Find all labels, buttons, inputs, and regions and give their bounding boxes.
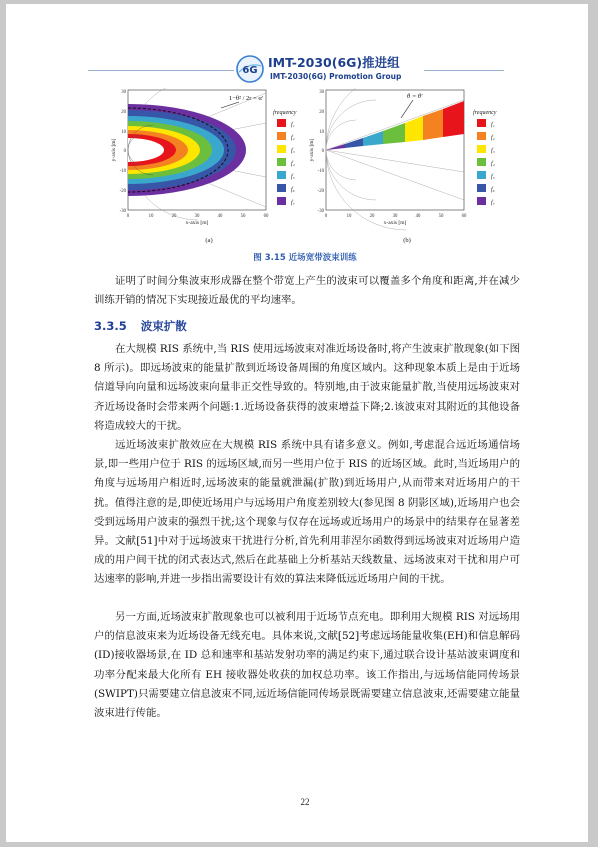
- panel-b-ylabel: y-axis [m]: [309, 138, 315, 162]
- svg-text:-10: -10: [317, 169, 324, 174]
- figure-3-15: [101, 88, 511, 248]
- svg-text:10: 10: [148, 214, 154, 219]
- svg-text:0: 0: [123, 149, 126, 154]
- svg-text:10: 10: [121, 130, 126, 135]
- legend-swatch: [477, 197, 486, 205]
- legend-label: f₂: [291, 135, 295, 141]
- panel-b-plot: [326, 88, 464, 230]
- legend-swatch: [477, 119, 486, 127]
- svg-text:30: 30: [121, 90, 126, 95]
- legend-label: f₂: [491, 135, 495, 141]
- svg-text:20: 20: [319, 110, 324, 115]
- svg-text:-20: -20: [119, 189, 126, 194]
- svg-text:-30: -30: [119, 209, 126, 214]
- paragraph-interference: 远近场波束扩散效应在大规模 RIS 系统中具有诸多意义。例如,考虑混合远近场通信场景,即一些用户位于 RIS 的远场区域,而另一些用户位于 RIS 的近场区域。此时,当近场用户的角度与远场用户相近时,远场波束的能量就泄漏(扩散)到近场用户,从而带来对近场用户的干扰。值得注意的是,即使近场用户与远场用户角度差别较大(参见图 8 阴影区域),近场用户也会受到远场用户波束的强烈干扰;这个现象与仅存在远场或近场用户的场景中的结果存在显著差异。文献[51]中对于远场波束干扰进行分析,首先利用菲涅尔函数得到远场波束对近场用户造成的用户间干扰的闭式表达式,然后在此基础上分析基站天线数量、远场波束对干扰和用户可达速率的影响,并进一步指出需要设计有效的算法来降低远近场用户间的干扰。: [94, 439, 520, 586]
- svg-text:20: 20: [121, 110, 126, 115]
- legend-label: f₅: [491, 174, 495, 180]
- page-number: 22: [300, 797, 310, 807]
- imt2030-logo: [235, 54, 265, 84]
- svg-text:60: 60: [263, 214, 269, 219]
- svg-text:30: 30: [194, 214, 200, 219]
- panel-b-legend: [473, 109, 497, 206]
- paragraph-beam-spread: 在大规模 RIS 系统中,当 RIS 使用远场波束对准近场设备时,将产生波束扩散现象(如下图 8 所示)。即远场波束的能量扩散到近场设备周围的角度区域内。这种现象本质上是由于近场信道导向向量和远场波束向量非正交性导致的。特别地,由于波束能量扩散,当使用远场波束对齐近场设备时会带来两个问题:1.近场设备获得的波束增益下降;2.该波束对其附近的其他设备将造成较大的干扰。: [94, 343, 520, 432]
- svg-text:20: 20: [171, 214, 177, 219]
- paragraph-swipt: 另一方面,近场波束扩散现象也可以被利用于近场节点充电。即利用大规模 RIS 对远场用户的信息波束来为近场设备无线充电。具体来说,文献[52]考虑远场能量收集(EH)和信息解码(ID)接收器场景,在 ID 总和速率和基站发射功率的满足约束下,通过联合设计基站波束调度和功率分配来最大化所有 EH 接收器处收获的加权总功率。该工作指出,与远场信能同传场景(SWIPT)只需要建立信息波束不同,远近场信能同传场景既需要建立信息波束,还需要建立能量波束进行传能。: [94, 611, 520, 720]
- svg-text:6G: 6G: [242, 65, 258, 76]
- panel-b-annotation: θ = θ′: [407, 93, 423, 100]
- header-subtitle: IMT-2030(6G) Promotion Group: [270, 72, 402, 81]
- legend-swatch: [277, 184, 286, 192]
- legend-swatch: [277, 145, 286, 153]
- panel-a-label: (a): [205, 237, 213, 244]
- svg-text:50: 50: [438, 214, 444, 219]
- panel-b-xticks: [325, 214, 467, 219]
- legend-label: f₇: [291, 200, 295, 206]
- section-heading: [94, 318, 201, 334]
- svg-text:frequency: frequency: [273, 110, 297, 116]
- section-title: 波束扩散: [140, 319, 187, 333]
- paragraph-intro: 证明了时间分集波束形成器在整个带宽上产生的波束可以覆盖多个角度和距离,并在减少训练开销的情况下实现接近最优的平均速率。: [94, 275, 520, 307]
- panel-b-yticks: [318, 90, 325, 214]
- svg-text:40: 40: [415, 214, 421, 219]
- svg-text:0: 0: [324, 214, 328, 219]
- svg-text:10: 10: [346, 214, 352, 219]
- legend-label: f₆: [291, 187, 295, 193]
- panel-a-legend: [273, 109, 297, 206]
- panel-a-xticks: [127, 214, 269, 219]
- legend-label: f₄: [291, 161, 295, 167]
- document-page: [6, 4, 588, 842]
- legend-swatch: [277, 132, 286, 140]
- figure-caption: 图 3.15 近场宽带波束训练: [253, 253, 357, 263]
- legend-label: f₃: [491, 148, 495, 154]
- legend-swatch: [477, 184, 486, 192]
- panel-a-plot: [128, 88, 266, 220]
- legend-label: f₆: [491, 187, 495, 193]
- svg-text:60: 60: [461, 214, 467, 219]
- legend-swatch: [477, 158, 486, 166]
- panel-a-yticks: [120, 90, 127, 214]
- panel-a-annotation: 1−θ² / 2r = α′: [229, 95, 264, 102]
- panel-b-xlabel: x-axis [m]: [383, 220, 407, 226]
- legend-swatch: [477, 171, 486, 179]
- svg-text:-20: -20: [317, 189, 324, 194]
- panel-a-ylabel: y-axis [m]: [111, 138, 117, 162]
- header-rule-left: [88, 70, 234, 71]
- legend-label: f₁: [291, 122, 295, 128]
- panel-a-xlabel: x-axis [m]: [185, 220, 209, 226]
- svg-text:0: 0: [126, 214, 130, 219]
- panel-b-label: (b): [403, 237, 411, 244]
- legend-swatch: [477, 145, 486, 153]
- legend-swatch: [277, 171, 286, 179]
- legend-swatch: [277, 158, 286, 166]
- legend-label: f₃: [291, 148, 295, 154]
- svg-text:20: 20: [369, 214, 375, 219]
- legend-swatch: [477, 132, 486, 140]
- legend-label: f₇: [491, 200, 495, 206]
- svg-text:-10: -10: [119, 169, 126, 174]
- svg-text:0: 0: [321, 149, 324, 154]
- svg-text:10: 10: [319, 130, 324, 135]
- svg-text:-30: -30: [317, 209, 324, 214]
- header-rule-right: [424, 70, 504, 71]
- svg-text:frequency: frequency: [473, 110, 497, 116]
- section-number: 3.3.5: [94, 319, 127, 333]
- svg-text:40: 40: [217, 214, 223, 219]
- svg-text:30: 30: [319, 90, 324, 95]
- legend-label: f₄: [491, 161, 495, 167]
- legend-label: f₅: [291, 174, 295, 180]
- legend-swatch: [277, 119, 286, 127]
- header-title: IMT-2030(6G)推进组: [268, 55, 400, 70]
- legend-label: f₁: [491, 122, 495, 128]
- svg-text:30: 30: [392, 214, 398, 219]
- svg-text:50: 50: [240, 214, 246, 219]
- legend-swatch: [277, 197, 286, 205]
